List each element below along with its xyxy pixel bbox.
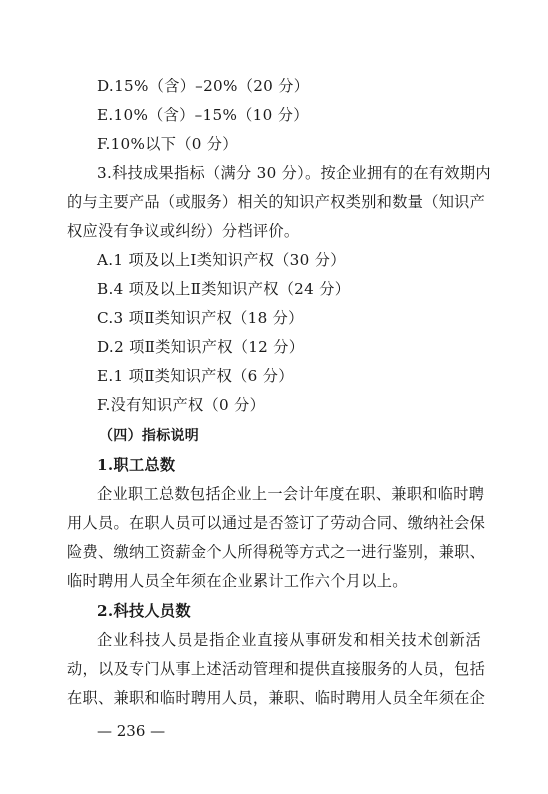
option-d-15-20: D.15%（含）–20%（20 分） <box>97 77 310 95</box>
tech-para-line-3: 在职、兼职和临时聘用人员，兼职、临时聘用人员全年须在企 <box>67 689 486 707</box>
tech-para-line-2: 动，以及专门从事上述活动管理和提供直接服务的人员，包括 <box>67 660 486 678</box>
option-b-ip: B.4 项及以上Ⅱ类知识产权（24 分） <box>97 280 351 298</box>
option-e-10-15: E.10%（含）–15%（10 分） <box>97 106 309 124</box>
page-number: — 236 — <box>97 722 166 740</box>
subheading-total-employees: 1.职工总数 <box>97 456 176 474</box>
option-f-below-10: F.10%以下（0 分） <box>97 135 238 153</box>
paragraph-3-line-2: 的与主要产品（或服务）相关的知识产权类别和数量（知识产 <box>67 193 486 211</box>
option-a-ip: A.1 项及以上Ⅰ类知识产权（30 分） <box>97 251 346 269</box>
option-f-ip: F.没有知识产权（0 分） <box>97 396 266 414</box>
paragraph-3-line-1: 3.科技成果指标（满分 30 分）。按企业拥有的在有效期内 <box>97 164 491 182</box>
section-heading-indicator-notes: （四）指标说明 <box>99 428 200 444</box>
paragraph-3-line-3: 权应没有争议或纠纷）分档评价。 <box>67 222 300 240</box>
option-e-ip: E.1 项Ⅱ类知识产权（6 分） <box>97 367 294 385</box>
option-d-ip: D.2 项Ⅱ类知识产权（12 分） <box>97 338 305 356</box>
employees-para-line-1: 企业职工总数包括企业上一会计年度在职、兼职和临时聘 <box>97 485 485 503</box>
option-c-ip: C.3 项Ⅱ类知识产权（18 分） <box>97 309 304 327</box>
employees-para-line-3: 险费、缴纳工资薪金个人所得税等方式之一进行鉴别，兼职、 <box>67 543 486 561</box>
employees-para-line-4: 临时聘用人员全年须在企业累计工作六个月以上。 <box>67 572 408 590</box>
tech-para-line-1: 企业科技人员是指企业直接从事研发和相关技术创新活 <box>97 631 481 649</box>
subheading-tech-staff: 2.科技人员数 <box>97 602 191 620</box>
employees-para-line-2: 用人员。在职人员可以通过是否签订了劳动合同、缴纳社会保 <box>67 514 486 532</box>
